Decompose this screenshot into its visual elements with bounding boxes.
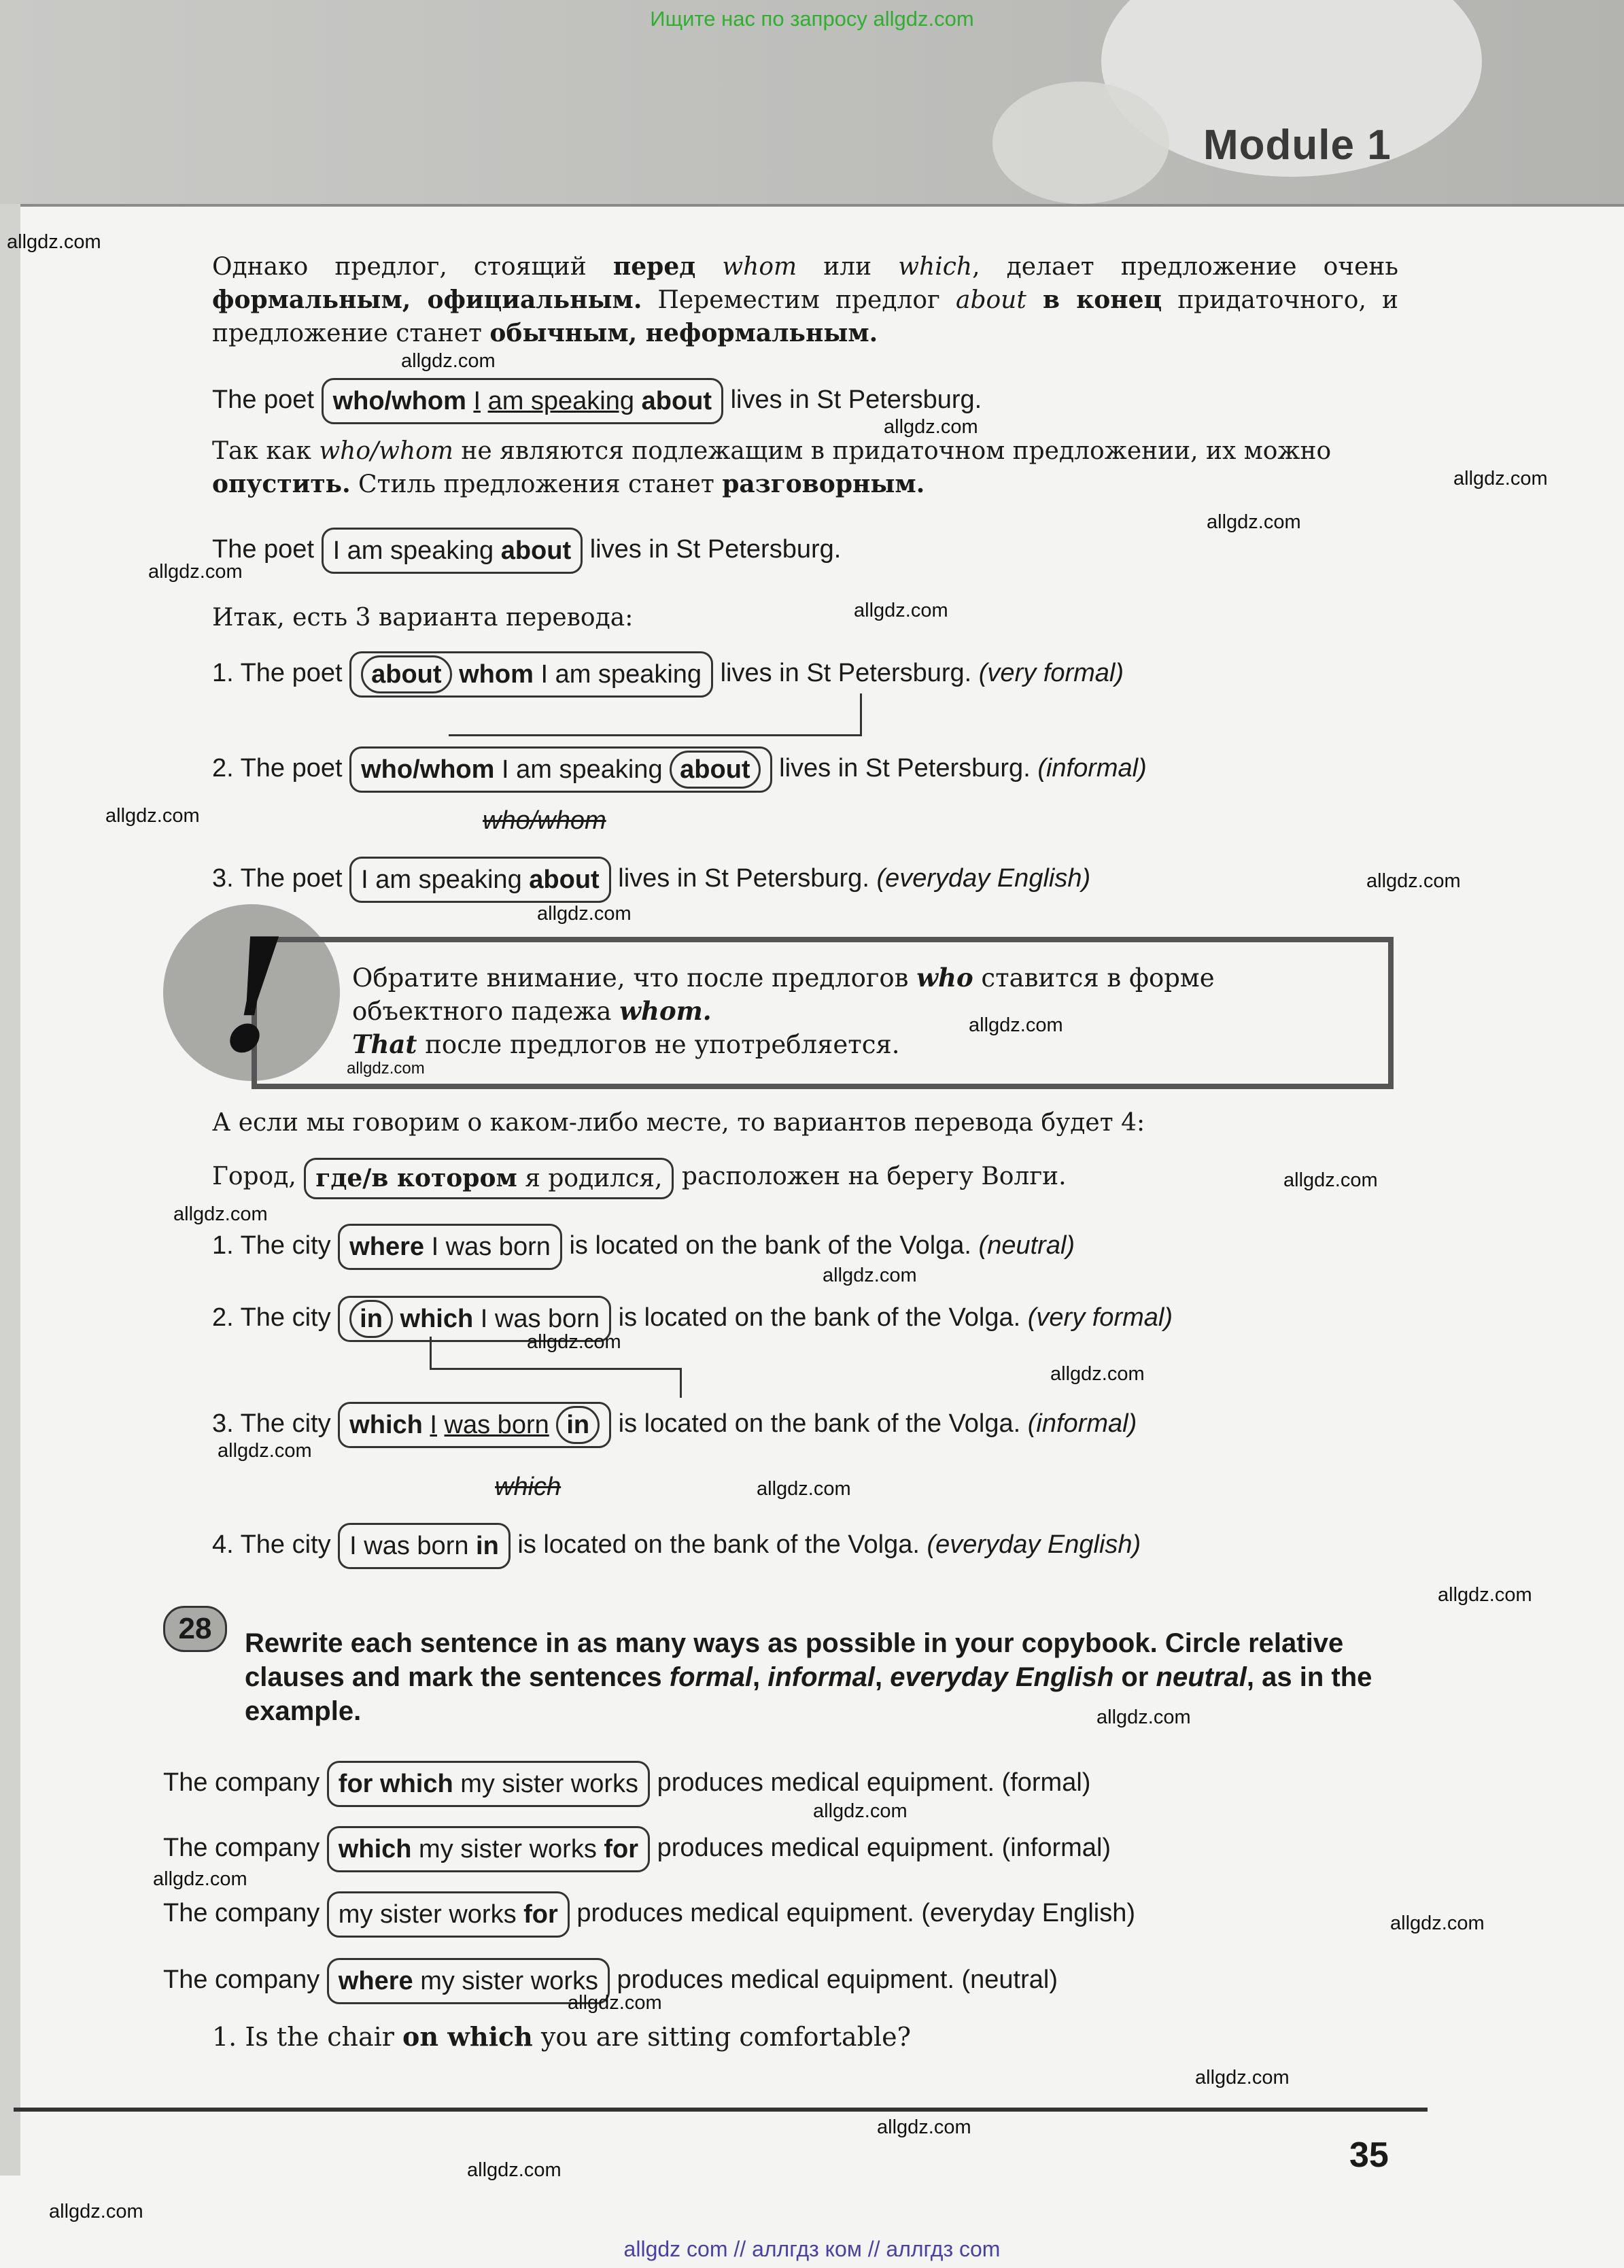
watermark: allgdz.com — [1050, 1363, 1145, 1385]
struck-pronoun: who/whom — [483, 806, 606, 835]
exclamation-icon: ! — [219, 904, 288, 1088]
watermark: allgdz.com — [854, 600, 948, 621]
watermark: allgdz.com — [568, 1992, 662, 2014]
watermark: allgdz.com — [1096, 1706, 1191, 1728]
variant-2: 2. The poet who/whom I am speaking about lives in St Petersburg. (informal) — [212, 746, 1147, 793]
relative-clause-box: где/в котором я родился, — [304, 1158, 674, 1199]
city-4: 4. The city I was born in is located on the bank of the Volga. (everyday English) — [212, 1523, 1141, 1569]
watermark: allgdz.com — [1390, 1912, 1485, 1934]
watermark: allgdz.com — [105, 805, 200, 827]
watermark: allgdz.com — [1438, 1584, 1532, 1606]
page-number: 35 — [1349, 2135, 1389, 2175]
relative-clause-box: I am speaking about — [349, 857, 611, 903]
watermark: allgdz.com — [347, 1059, 425, 1078]
watermark: allgdz.com — [969, 1014, 1063, 1036]
exercise-item-1: 1. Is the chair on which you are sitting comfortable? — [212, 2021, 911, 2052]
move-arrow — [860, 693, 862, 736]
place-intro: А если мы говорим о каком-либо месте, то вариантов перевода будет 4: — [212, 1109, 1145, 1137]
variant-1: 1. The poet about whom I am speaking lives in St Petersburg. (very formal) — [212, 651, 1124, 698]
relative-clause-box: about whom I am speaking — [349, 651, 713, 698]
watermark: allgdz.com — [49, 2201, 143, 2222]
footer-rule — [14, 2108, 1428, 2112]
relative-clause-box: who/whom I am speaking about — [322, 378, 723, 424]
relative-clause-box: in which I was born — [338, 1296, 611, 1342]
top-watermark-link[interactable]: Ищите нас по запросу allgdz.com — [650, 7, 974, 31]
relative-clause-box: where I was born — [338, 1224, 562, 1270]
company-neutral: The company where my sister works produces medical equipment. (neutral) — [163, 1958, 1058, 2004]
example-formal-about: The poet who/whom I am speaking about lives in St Petersburg. — [212, 378, 982, 424]
intro-paragraph: Однако предлог, стоящий перед whom или which, делает предложение очень формальным, официальным. Переместим предлог about в конец придаточного, и предложение станет обычным, неформальным. — [212, 252, 1399, 347]
watermark: allgdz.com — [173, 1203, 268, 1225]
watermark: allgdz.com — [153, 1868, 247, 1890]
move-arrow — [430, 1337, 432, 1369]
relative-clause-box: which my sister works for — [327, 1826, 650, 1872]
watermark: allgdz.com — [1207, 511, 1301, 533]
watermark: allgdz.com — [148, 561, 243, 583]
city-russian: Город, где/в котором я родился, расположен на берегу Волги. — [212, 1156, 1067, 1199]
watermark: allgdz.com — [401, 350, 496, 372]
page-edge — [0, 204, 20, 2176]
watermark: allgdz.com — [467, 2159, 562, 2181]
relative-clause-box: where my sister works — [327, 1958, 610, 2004]
watermark: allgdz.com — [823, 1265, 917, 1286]
module-title: Module 1 — [1203, 122, 1392, 169]
task-number: 28 — [163, 1606, 227, 1652]
relative-clause-box: I am speaking about — [322, 528, 583, 574]
omission-note: Так как who/whom не являются подлежащим в придаточном предложении, их можно опустить. Стиль предложения станет разговорным. — [212, 437, 1332, 498]
move-arrow — [449, 734, 862, 736]
watermark: allgdz.com — [813, 1800, 908, 1822]
struck-pronoun: which — [495, 1473, 562, 1501]
watermark: allgdz.com — [1195, 2067, 1290, 2089]
watermark: allgdz.com — [877, 2116, 971, 2138]
watermark: allgdz.com — [1283, 1169, 1378, 1191]
city-3: 3. The city which I was born in is located on the bank of the Volga. (informal) — [212, 1402, 1137, 1448]
relative-clause-box: who/whom I am speaking about — [349, 746, 772, 793]
relative-clause-box: for which my sister works — [327, 1761, 650, 1807]
move-arrow — [430, 1368, 681, 1370]
variants-heading: Итак, есть 3 варианта перевода: — [212, 604, 634, 632]
relative-clause-box: my sister works for — [327, 1891, 570, 1938]
company-everyday: The company my sister works for produces medical equipment. (everyday English) — [163, 1891, 1135, 1938]
company-informal: The company which my sister works for produces medical equipment. (informal) — [163, 1826, 1111, 1872]
company-formal: The company for which my sister works produces medical equipment. (formal) — [163, 1761, 1090, 1807]
example-colloquial: The poet I am speaking about lives in St Petersburg. — [212, 528, 841, 574]
move-arrow — [680, 1368, 682, 1398]
watermark: allgdz.com — [1453, 468, 1548, 489]
watermark: allgdz.com — [1366, 870, 1461, 892]
decor-shape — [992, 82, 1169, 204]
city-1: 1. The city where I was born is located on the bank of the Volga. (neutral) — [212, 1224, 1075, 1270]
attention-text: Обратите внимание, что после предлогов who ставится в форме объектного падежа whom. That после предлогов не употребляется. — [352, 963, 1215, 1059]
relative-clause-box: which I was born in — [338, 1402, 611, 1448]
watermark: allgdz.com — [527, 1331, 621, 1353]
variant-3: 3. The poet I am speaking about lives in St Petersburg. (everyday English) — [212, 857, 1090, 903]
task-instruction: Rewrite each sentence in as many ways as possible in your copybook. Circle relative clauses and mark the sentences formal, informal, everyday English or neutral, as in the example. — [245, 1628, 1372, 1726]
watermark: allgdz.com — [218, 1440, 312, 1462]
relative-clause-box: I was born in — [338, 1523, 511, 1569]
watermark: allgdz.com — [884, 416, 978, 438]
watermark: allgdz.com — [7, 231, 101, 253]
bottom-watermark-link[interactable]: allgdz com // аллгдз ком // аллгдз com — [623, 2237, 1001, 2261]
city-2: 2. The city in which I was born is located on the bank of the Volga. (very formal) — [212, 1296, 1398, 1342]
watermark: allgdz.com — [537, 903, 632, 925]
watermark: allgdz.com — [757, 1478, 851, 1500]
